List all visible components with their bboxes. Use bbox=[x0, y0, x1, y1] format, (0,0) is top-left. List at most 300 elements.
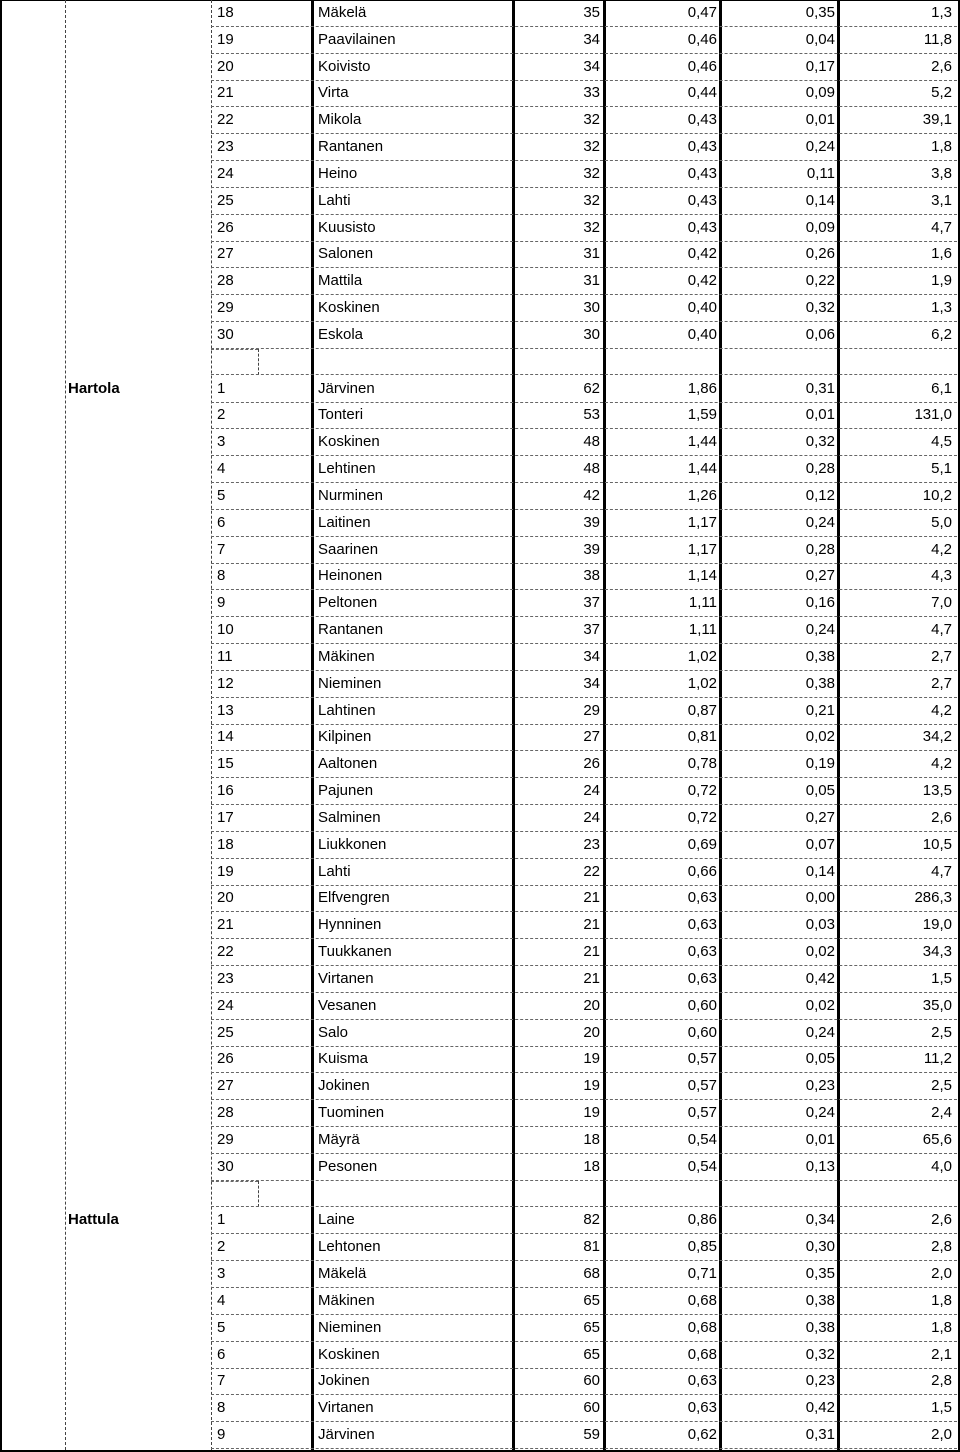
count-cell: 21 bbox=[583, 943, 600, 961]
table-row bbox=[0, 724, 960, 751]
national-share-cell: 0,31 bbox=[805, 379, 835, 397]
surname-cell: Kuisma bbox=[318, 1050, 369, 1068]
share-cell: 1,17 bbox=[687, 513, 717, 531]
rank-cell: 25 bbox=[217, 1023, 234, 1041]
table-row bbox=[0, 1261, 960, 1288]
count-cell: 34 bbox=[583, 674, 600, 692]
share-cell: 0,43 bbox=[687, 138, 717, 156]
share-cell: 1,44 bbox=[687, 433, 717, 451]
ratio-cell: 1,3 bbox=[931, 299, 952, 317]
ratio-cell: 34,2 bbox=[922, 728, 952, 746]
count-cell: 30 bbox=[583, 299, 600, 317]
ratio-cell: 6,1 bbox=[931, 379, 952, 397]
national-share-cell: 0,24 bbox=[805, 1023, 835, 1041]
share-cell: 0,72 bbox=[687, 808, 717, 826]
share-cell: 0,85 bbox=[687, 1238, 717, 1256]
table-row bbox=[0, 1288, 960, 1315]
table-row bbox=[0, 510, 960, 537]
national-share-cell: 0,28 bbox=[805, 460, 835, 478]
ratio-cell: 1,8 bbox=[931, 138, 952, 156]
count-cell: 42 bbox=[583, 486, 600, 504]
surname-cell: Lahti bbox=[318, 862, 351, 880]
municipality-label: Hattula bbox=[68, 1211, 119, 1229]
rank-cell: 10 bbox=[217, 621, 234, 639]
table-row bbox=[0, 161, 960, 188]
table-row bbox=[0, 885, 960, 912]
table-row bbox=[0, 27, 960, 54]
surname-cell: Salminen bbox=[318, 808, 381, 826]
table-row bbox=[0, 80, 960, 107]
count-cell: 82 bbox=[583, 1211, 600, 1229]
ratio-cell: 1,8 bbox=[931, 1318, 952, 1336]
national-share-cell: 0,22 bbox=[805, 272, 835, 290]
table-row bbox=[0, 563, 960, 590]
ratio-cell: 3,8 bbox=[931, 164, 952, 182]
surname-cell: Laitinen bbox=[318, 513, 371, 531]
count-cell: 59 bbox=[583, 1425, 600, 1443]
national-share-cell: 0,42 bbox=[805, 1399, 835, 1417]
table-row bbox=[0, 0, 960, 27]
share-cell: 0,63 bbox=[687, 916, 717, 934]
national-share-cell: 0,11 bbox=[806, 164, 835, 182]
count-cell: 34 bbox=[583, 30, 600, 48]
table-row bbox=[0, 1342, 960, 1369]
table-row bbox=[0, 751, 960, 778]
table-row bbox=[0, 537, 960, 564]
surname-cell: Hynninen bbox=[318, 916, 382, 934]
rank-cell: 20 bbox=[217, 57, 234, 75]
count-cell: 37 bbox=[583, 594, 600, 612]
ratio-cell: 4,0 bbox=[931, 1157, 952, 1175]
count-cell: 33 bbox=[583, 84, 600, 102]
rank-cell: 29 bbox=[217, 1130, 234, 1148]
ratio-cell: 10,2 bbox=[922, 486, 952, 504]
rank-cell: 4 bbox=[217, 1291, 226, 1309]
count-cell: 19 bbox=[583, 1104, 600, 1122]
ratio-cell: 2,0 bbox=[931, 1265, 952, 1282]
national-share-cell: 0,35 bbox=[805, 4, 835, 21]
rank-cell: 1 bbox=[217, 379, 226, 397]
table-row bbox=[0, 322, 960, 349]
rank-cell: 19 bbox=[217, 862, 234, 880]
count-cell: 19 bbox=[583, 1050, 600, 1068]
rank-cell: 21 bbox=[217, 84, 234, 102]
count-cell: 30 bbox=[583, 325, 600, 343]
rank-cell: 13 bbox=[217, 701, 234, 719]
rank-cell: 25 bbox=[217, 191, 234, 209]
national-share-cell: 0,03 bbox=[805, 916, 835, 934]
table-row bbox=[0, 134, 960, 161]
count-cell: 48 bbox=[583, 433, 600, 451]
table-row bbox=[0, 402, 960, 429]
ratio-cell: 1,9 bbox=[931, 272, 952, 290]
count-cell: 60 bbox=[583, 1399, 600, 1417]
share-cell: 0,86 bbox=[687, 1211, 717, 1229]
ratio-cell: 4,7 bbox=[931, 862, 952, 880]
national-share-cell: 0,24 bbox=[805, 138, 835, 156]
share-cell: 0,68 bbox=[687, 1318, 717, 1336]
share-cell: 0,63 bbox=[687, 889, 717, 907]
surname-cell: Kuusisto bbox=[318, 218, 376, 236]
ratio-cell: 1,6 bbox=[931, 245, 952, 263]
ratio-cell: 1,5 bbox=[931, 1399, 952, 1417]
ratio-cell: 1,5 bbox=[931, 969, 952, 987]
count-cell: 21 bbox=[583, 969, 600, 987]
ratio-cell: 2,6 bbox=[931, 1211, 952, 1229]
surname-cell: Peltonen bbox=[318, 594, 378, 612]
count-cell: 21 bbox=[583, 889, 600, 907]
surname-cell: Tonteri bbox=[318, 406, 364, 424]
count-cell: 65 bbox=[583, 1291, 600, 1309]
table-row bbox=[0, 1234, 960, 1261]
table-row bbox=[0, 1100, 960, 1127]
surname-cell: Saarinen bbox=[318, 540, 379, 558]
surname-cell: Heino bbox=[318, 164, 358, 182]
rank-cell: 20 bbox=[217, 889, 234, 907]
national-share-cell: 0,01 bbox=[805, 1130, 835, 1148]
national-share-cell: 0,13 bbox=[805, 1157, 835, 1175]
table-row bbox=[0, 1368, 960, 1395]
municipality-label: Hartola bbox=[68, 379, 120, 397]
surname-cell: Salo bbox=[318, 1023, 349, 1041]
national-share-cell: 0,38 bbox=[805, 1291, 835, 1309]
surname-cell: Aaltonen bbox=[318, 755, 378, 773]
count-cell: 22 bbox=[583, 862, 600, 880]
ratio-cell: 1,8 bbox=[931, 1291, 952, 1309]
rank-cell: 6 bbox=[217, 513, 226, 531]
table-row bbox=[0, 188, 960, 215]
share-cell: 0,81 bbox=[687, 728, 717, 746]
rank-cell: 26 bbox=[217, 1050, 234, 1068]
table-row bbox=[0, 1422, 960, 1449]
count-cell: 32 bbox=[583, 138, 600, 156]
surname-cell: Liukkonen bbox=[318, 835, 387, 853]
share-cell: 0,42 bbox=[687, 272, 717, 290]
share-cell: 0,60 bbox=[687, 996, 717, 1014]
ratio-cell: 34,3 bbox=[922, 943, 952, 961]
count-cell: 27 bbox=[583, 728, 600, 746]
national-share-cell: 0,26 bbox=[805, 245, 835, 263]
table-row bbox=[0, 617, 960, 644]
share-cell: 1,59 bbox=[687, 406, 717, 424]
rank-cell: 15 bbox=[217, 755, 234, 773]
rank-cell: 5 bbox=[217, 1318, 226, 1336]
table-row bbox=[0, 107, 960, 134]
table-row bbox=[0, 993, 960, 1020]
surname-cell: Mattila bbox=[318, 272, 363, 290]
surname-cell: Järvinen bbox=[318, 1425, 375, 1443]
surname-cell: Koskinen bbox=[318, 1345, 380, 1363]
surname-cell: Paavilainen bbox=[318, 30, 396, 48]
table-row bbox=[0, 1315, 960, 1342]
share-cell: 1,86 bbox=[687, 379, 717, 397]
share-cell: 0,71 bbox=[687, 1265, 717, 1282]
surname-cell: Tuominen bbox=[318, 1104, 385, 1122]
surname-cell: Elfvengren bbox=[318, 889, 390, 907]
surname-cell: Rantanen bbox=[318, 621, 384, 639]
rank-cell: 14 bbox=[217, 728, 234, 746]
share-cell: 1,17 bbox=[687, 540, 717, 558]
share-cell: 0,43 bbox=[687, 218, 717, 236]
surname-cell: Mikola bbox=[318, 111, 362, 129]
surname-cell: Kilpinen bbox=[318, 728, 372, 746]
table-row bbox=[0, 268, 960, 295]
rank-cell: 27 bbox=[217, 1077, 234, 1095]
rank-cell: 1 bbox=[217, 1211, 226, 1229]
share-cell: 0,87 bbox=[687, 701, 717, 719]
share-cell: 0,43 bbox=[687, 111, 717, 129]
ratio-cell: 1,3 bbox=[931, 4, 952, 21]
rank-cell: 9 bbox=[217, 594, 226, 612]
share-cell: 0,42 bbox=[687, 245, 717, 263]
table-row bbox=[0, 939, 960, 966]
count-cell: 39 bbox=[583, 513, 600, 531]
count-cell: 18 bbox=[583, 1157, 600, 1175]
table-row bbox=[0, 429, 960, 456]
surname-cell: Koivisto bbox=[318, 57, 371, 75]
share-cell: 0,46 bbox=[687, 57, 717, 75]
ratio-cell: 286,3 bbox=[914, 889, 952, 907]
national-share-cell: 0,31 bbox=[805, 1425, 835, 1443]
national-share-cell: 0,02 bbox=[805, 943, 835, 961]
rank-cell: 30 bbox=[217, 1157, 234, 1175]
national-share-cell: 0,23 bbox=[805, 1077, 835, 1095]
ratio-cell: 2,5 bbox=[931, 1023, 952, 1041]
ratio-cell: 2,8 bbox=[931, 1238, 952, 1256]
ratio-cell: 2,5 bbox=[931, 1077, 952, 1095]
count-cell: 53 bbox=[583, 406, 600, 424]
count-cell: 18 bbox=[583, 1130, 600, 1148]
share-cell: 0,43 bbox=[687, 164, 717, 182]
national-share-cell: 0,01 bbox=[805, 406, 835, 424]
surname-cell: Mäkinen bbox=[318, 647, 375, 665]
national-share-cell: 0,32 bbox=[805, 1345, 835, 1363]
national-share-cell: 0,32 bbox=[805, 299, 835, 317]
count-cell: 32 bbox=[583, 111, 600, 129]
surname-cell: Koskinen bbox=[318, 433, 380, 451]
surname-cell: Virtanen bbox=[318, 1399, 374, 1417]
rank-cell: 16 bbox=[217, 782, 234, 800]
national-share-cell: 0,30 bbox=[805, 1238, 835, 1256]
national-share-cell: 0,42 bbox=[805, 969, 835, 987]
share-cell: 0,62 bbox=[687, 1425, 717, 1443]
ratio-cell: 2,6 bbox=[931, 57, 952, 75]
ratio-cell: 4,2 bbox=[931, 701, 952, 719]
ratio-cell: 13,5 bbox=[922, 782, 952, 800]
surname-cell: Nieminen bbox=[318, 674, 382, 692]
rank-cell: 6 bbox=[217, 1345, 226, 1363]
share-cell: 0,57 bbox=[687, 1104, 717, 1122]
ratio-cell: 19,0 bbox=[922, 916, 952, 934]
table-row bbox=[0, 966, 960, 993]
surname-cell: Mäkelä bbox=[318, 1265, 367, 1282]
ratio-cell: 2,7 bbox=[931, 647, 952, 665]
national-share-cell: 0,24 bbox=[805, 621, 835, 639]
share-cell: 0,78 bbox=[687, 755, 717, 773]
rank-cell: 17 bbox=[217, 808, 234, 826]
rank-cell: 19 bbox=[217, 30, 234, 48]
count-cell: 19 bbox=[583, 1077, 600, 1095]
surname-cell: Jokinen bbox=[318, 1077, 370, 1095]
national-share-cell: 0,04 bbox=[805, 30, 835, 48]
count-cell: 23 bbox=[583, 835, 600, 853]
national-share-cell: 0,07 bbox=[805, 835, 835, 853]
share-cell: 1,11 bbox=[688, 594, 717, 612]
rank-cell: 27 bbox=[217, 245, 234, 263]
count-cell: 48 bbox=[583, 460, 600, 478]
share-cell: 0,63 bbox=[687, 969, 717, 987]
national-share-cell: 0,09 bbox=[805, 218, 835, 236]
count-cell: 31 bbox=[583, 272, 600, 290]
share-cell: 0,66 bbox=[687, 862, 717, 880]
share-cell: 0,46 bbox=[687, 30, 717, 48]
count-cell: 32 bbox=[583, 164, 600, 182]
share-cell: 0,63 bbox=[687, 1399, 717, 1417]
rank-cell: 23 bbox=[217, 969, 234, 987]
table-row bbox=[0, 912, 960, 939]
ratio-cell: 131,0 bbox=[914, 406, 952, 424]
rank-cell: 8 bbox=[217, 567, 226, 585]
count-cell: 60 bbox=[583, 1372, 600, 1390]
table-row bbox=[0, 1046, 960, 1073]
surname-cell: Nieminen bbox=[318, 1318, 382, 1336]
rank-cell: 18 bbox=[217, 4, 234, 21]
ratio-cell: 5,1 bbox=[931, 460, 952, 478]
national-share-cell: 0,23 bbox=[805, 1372, 835, 1390]
count-cell: 21 bbox=[583, 916, 600, 934]
count-cell: 34 bbox=[583, 647, 600, 665]
surname-cell: Salonen bbox=[318, 245, 374, 263]
ratio-cell: 5,0 bbox=[931, 513, 952, 531]
surname-cell: Nurminen bbox=[318, 486, 384, 504]
table-row bbox=[0, 590, 960, 617]
national-share-cell: 0,38 bbox=[805, 647, 835, 665]
national-share-cell: 0,09 bbox=[805, 84, 835, 102]
ratio-cell: 4,7 bbox=[931, 218, 952, 236]
share-cell: 0,40 bbox=[687, 299, 717, 317]
national-share-cell: 0,17 bbox=[805, 57, 835, 75]
ratio-cell: 2,8 bbox=[931, 1372, 952, 1390]
national-share-cell: 0,35 bbox=[805, 1265, 835, 1282]
ratio-cell: 4,5 bbox=[931, 433, 952, 451]
table-row bbox=[0, 54, 960, 81]
count-cell: 62 bbox=[583, 379, 600, 397]
share-cell: 0,40 bbox=[687, 325, 717, 343]
surname-cell: Pesonen bbox=[318, 1157, 378, 1175]
count-cell: 26 bbox=[583, 755, 600, 773]
share-cell: 0,60 bbox=[687, 1023, 717, 1041]
share-cell: 0,63 bbox=[687, 1372, 717, 1390]
rank-cell: 11 bbox=[217, 647, 233, 665]
count-cell: 34 bbox=[583, 57, 600, 75]
share-cell: 1,14 bbox=[687, 567, 717, 585]
national-share-cell: 0,24 bbox=[805, 1104, 835, 1122]
rank-cell: 7 bbox=[217, 1372, 226, 1390]
rank-cell: 3 bbox=[217, 433, 226, 451]
surname-cell: Koskinen bbox=[318, 299, 380, 317]
ratio-cell: 39,1 bbox=[922, 111, 952, 129]
rank-cell: 5 bbox=[217, 486, 226, 504]
rank-cell: 21 bbox=[217, 916, 234, 934]
surname-cell: Järvinen bbox=[318, 379, 375, 397]
national-share-cell: 0,38 bbox=[805, 1318, 835, 1336]
rank-cell: 29 bbox=[217, 299, 234, 317]
share-cell: 1,26 bbox=[687, 486, 717, 504]
share-cell: 1,11 bbox=[688, 621, 717, 639]
surname-cell: Mäyrä bbox=[318, 1130, 360, 1148]
national-share-cell: 0,05 bbox=[805, 782, 835, 800]
table-row bbox=[0, 1127, 960, 1154]
table-row bbox=[0, 295, 960, 322]
share-cell: 0,57 bbox=[687, 1077, 717, 1095]
surname-cell: Mäkinen bbox=[318, 1291, 375, 1309]
rank-cell: 23 bbox=[217, 138, 234, 156]
share-cell: 1,02 bbox=[687, 647, 717, 665]
table-row bbox=[0, 671, 960, 698]
national-share-cell: 0,00 bbox=[805, 889, 835, 907]
count-cell: 31 bbox=[583, 245, 600, 263]
rank-cell: 18 bbox=[217, 835, 234, 853]
surname-cell: Lahtinen bbox=[318, 701, 376, 719]
surname-cell: Pajunen bbox=[318, 782, 374, 800]
count-cell: 68 bbox=[583, 1265, 600, 1282]
ratio-cell: 2,4 bbox=[931, 1104, 952, 1122]
rank-cell: 22 bbox=[217, 943, 234, 961]
count-cell: 65 bbox=[583, 1345, 600, 1363]
surname-cell: Lahti bbox=[318, 191, 351, 209]
national-share-cell: 0,14 bbox=[805, 191, 835, 209]
national-share-cell: 0,19 bbox=[805, 755, 835, 773]
surname-cell: Eskola bbox=[318, 325, 364, 343]
national-share-cell: 0,34 bbox=[805, 1211, 835, 1229]
table-row bbox=[0, 859, 960, 886]
share-cell: 0,57 bbox=[687, 1050, 717, 1068]
national-share-cell: 0,28 bbox=[805, 540, 835, 558]
national-share-cell: 0,32 bbox=[805, 433, 835, 451]
surname-cell: Lehtonen bbox=[318, 1238, 381, 1256]
ratio-cell: 3,1 bbox=[931, 191, 952, 209]
share-cell: 0,47 bbox=[687, 4, 717, 21]
ratio-cell: 4,2 bbox=[931, 755, 952, 773]
ratio-cell: 35,0 bbox=[922, 996, 952, 1014]
count-cell: 81 bbox=[583, 1238, 600, 1256]
count-cell: 20 bbox=[583, 996, 600, 1014]
surname-cell: Jokinen bbox=[318, 1372, 370, 1390]
count-cell: 35 bbox=[583, 4, 600, 21]
share-cell: 0,54 bbox=[687, 1157, 717, 1175]
national-share-cell: 0,24 bbox=[805, 513, 835, 531]
rank-cell: 26 bbox=[217, 218, 234, 236]
national-share-cell: 0,06 bbox=[805, 325, 835, 343]
count-cell: 65 bbox=[583, 1318, 600, 1336]
surname-cell: Lehtinen bbox=[318, 460, 376, 478]
share-cell: 0,44 bbox=[687, 84, 717, 102]
ratio-cell: 2,0 bbox=[931, 1425, 952, 1443]
national-share-cell: 0,05 bbox=[805, 1050, 835, 1068]
national-share-cell: 0,27 bbox=[805, 567, 835, 585]
table-row bbox=[0, 1207, 960, 1234]
share-cell: 0,68 bbox=[687, 1291, 717, 1309]
block-separator bbox=[0, 1181, 960, 1207]
count-cell: 29 bbox=[583, 701, 600, 719]
share-cell: 1,44 bbox=[687, 460, 717, 478]
rank-cell: 28 bbox=[217, 1104, 234, 1122]
ratio-cell: 11,2 bbox=[923, 1050, 952, 1068]
count-cell: 20 bbox=[583, 1023, 600, 1041]
share-cell: 0,63 bbox=[687, 943, 717, 961]
count-cell: 24 bbox=[583, 782, 600, 800]
table-row bbox=[0, 456, 960, 483]
